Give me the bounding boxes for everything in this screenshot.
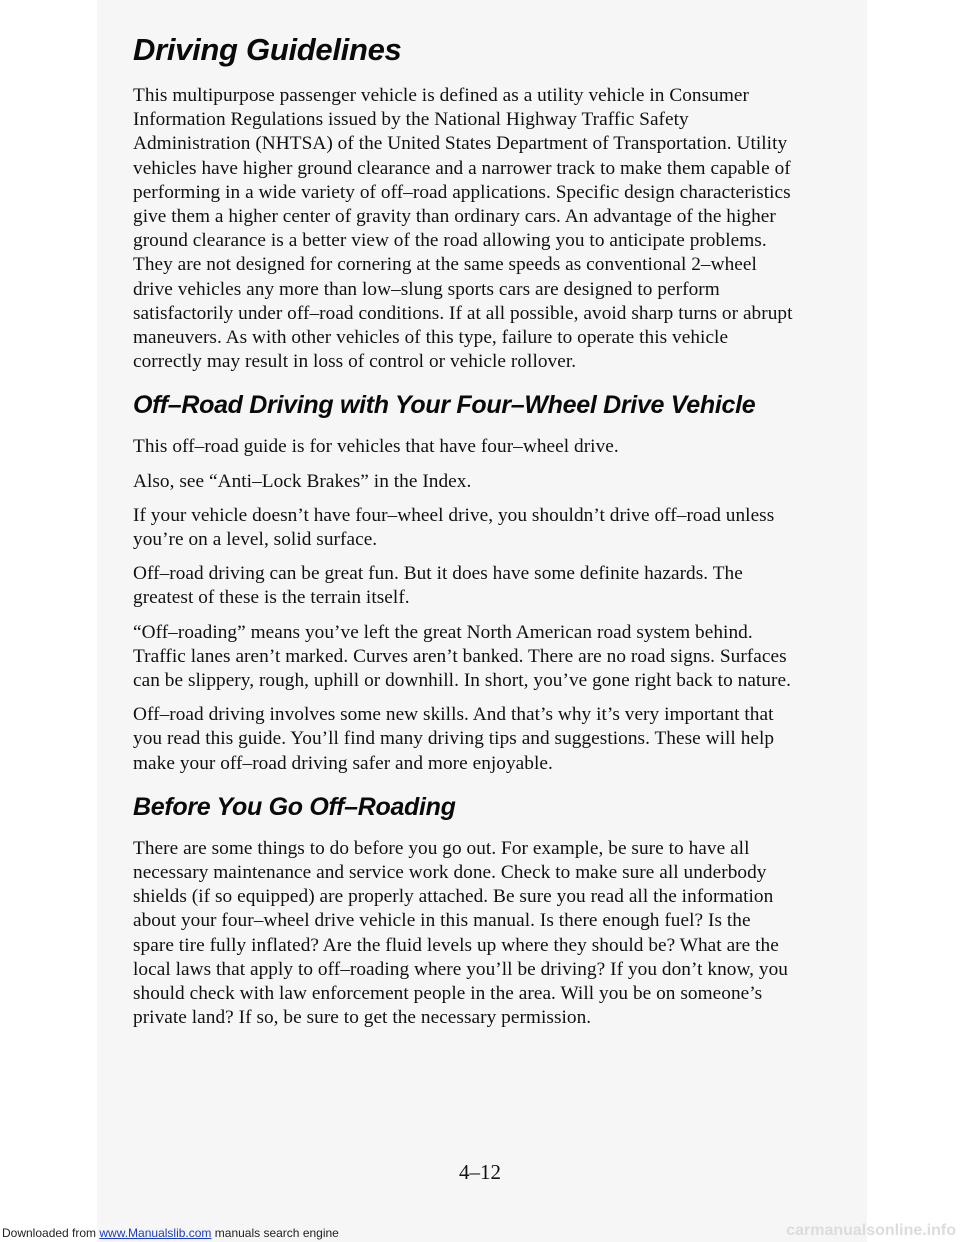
- manualslib-link[interactable]: www.Manualslib.com: [99, 1226, 212, 1240]
- paragraph: Off–road driving can be great fun. But it does have some definite hazards. The greatest of these is the terrain itself.: [133, 563, 743, 609]
- watermark-prefix: Downloaded from: [2, 1226, 100, 1240]
- section-heading-before-off-roading: Before You Go Off–Roading: [133, 792, 456, 821]
- page-number: 4–12: [459, 1160, 501, 1184]
- paragraph: Off–road driving involves some new skills. And that’s why it’s very important that you read this guide. You’ll find many driving tips and suggestions. These will help make your off–road driving safer and more enjoyable.: [133, 704, 775, 774]
- section-heading-off-road-driving: Off–Road Driving with Your Four–Wheel Drive Vehicle: [133, 391, 756, 420]
- paragraph: This off–road guide is for vehicles that have four–wheel drive.: [133, 436, 619, 458]
- paragraph: There are some things to do before you go out. For example, be sure to have all necessary maintenance and service work done. Check to make sure all underbody shields (if so equipped) are properly attached. Be sure you read all the information about your four–wheel drive vehicle in this manual. Is there enough fuel? Is the spare tire fully inflated? Are the fluid levels up where they should be? What are the local laws that apply to off–roading where you’ll be driving? If you don’t know, you should check with law enforcement people in the area. Will you be on someone’s private land? If so, be sure to get the necessary permission.: [133, 837, 788, 1029]
- watermark-suffix: manuals search engine: [211, 1226, 339, 1240]
- paragraph: Also, see “Anti–Lock Brakes” in the Index.: [133, 470, 472, 492]
- paragraph: If your vehicle doesn’t have four–wheel drive, you shouldn’t drive off–road unless you’re on a level, solid surface.: [133, 504, 775, 551]
- paragraph: “Off–roading” means you’ve left the great North American road system behind. Traffic lanes aren’t marked. Curves aren’t banked. There are no road signs. Surfaces can be slippery, rough, uphill or downhill. In short, you’ve gone right back to nature.: [133, 621, 791, 692]
- download-watermark: [2, 1226, 339, 1240]
- document-body: [133, 30, 793, 1041]
- page-title: Driving Guidelines: [133, 32, 402, 67]
- site-watermark: carmanualsonline.info: [786, 1222, 956, 1239]
- intro-paragraph: This multipurpose passenger vehicle is defined as a utility vehicle in Consumer Information Regulations issued by the National Highway Traffic Safety Administration (NHTSA) of the United States Department of Transportation. Utility vehicles have higher ground clearance and a narrower track to make them capable of performing in a wide variety of off–road applications. Specific design characteristics give them a higher center of gravity than ordinary cars. An advantage of the higher ground clearance is a better view of the road allowing you to anticipate problems. They are not designed for cornering at the same speeds as conventional 2–wheel drive vehicles any more than low–slung sports cars are designed to perform satisfactorily under off–road conditions. If at all possible, avoid sharp turns or abrupt maneuvers. As with other vehicles of this type, failure to operate this vehicle correctly may result in loss of control or vehicle rollover.: [133, 85, 793, 373]
